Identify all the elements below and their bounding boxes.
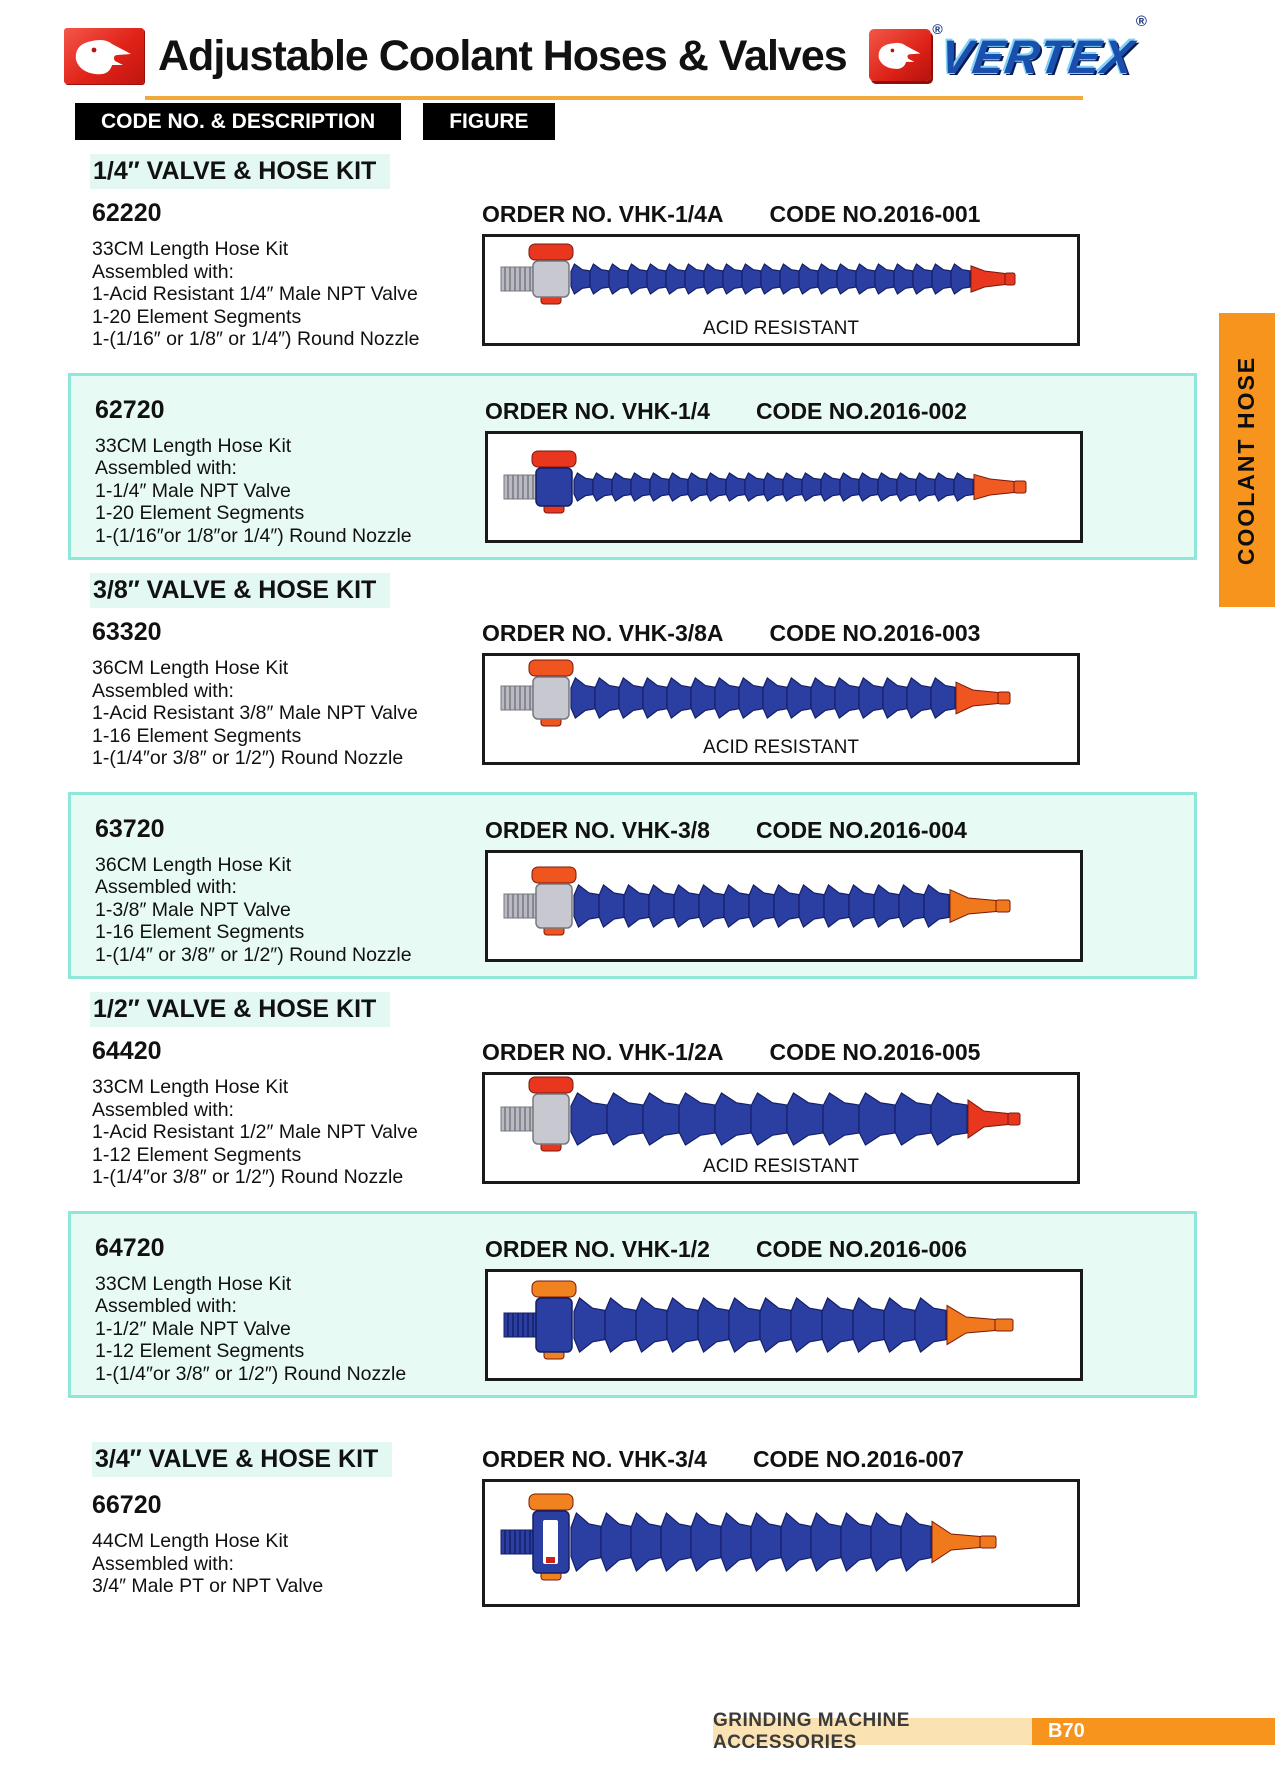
product-row bbox=[68, 191, 1197, 359]
footer-page-badge bbox=[1032, 1718, 1275, 1745]
product-code: 62720 bbox=[95, 395, 165, 424]
figure-code-label: CODE NO.2016-004 bbox=[755, 816, 967, 843]
product-description bbox=[68, 195, 434, 351]
product-code: 63720 bbox=[95, 814, 165, 843]
figure-heading bbox=[485, 1236, 1194, 1263]
footer-category-band bbox=[713, 1709, 1032, 1753]
vertex-logo bbox=[869, 12, 1147, 84]
section-heading: 3/8″ VALVE & HOSE KIT bbox=[90, 573, 390, 608]
description-line: Assembled with: bbox=[92, 260, 234, 283]
description-line: Assembled with: bbox=[95, 457, 237, 479]
product-row bbox=[68, 610, 1197, 778]
product-description bbox=[68, 614, 434, 770]
figure-heading bbox=[482, 201, 1197, 228]
figure-order-label: ORDER NO. VHK-3/4 bbox=[482, 1446, 707, 1472]
description-line: Assembled with: bbox=[95, 1295, 237, 1317]
product-figure bbox=[434, 614, 1197, 770]
figure-heading bbox=[485, 817, 1194, 844]
eagle-icon bbox=[875, 37, 925, 73]
figure-box bbox=[482, 1072, 1080, 1184]
description-line: Assembled with: bbox=[92, 679, 234, 702]
description-line: 1-Acid Resistant 3/8″ Male NPT Valve bbox=[92, 702, 418, 724]
product-figure bbox=[437, 811, 1194, 967]
column-headers bbox=[75, 103, 555, 140]
description-line: 1-(1/4″or 3/8″ or 1/2″) Round Nozzle bbox=[95, 1362, 407, 1385]
product-row bbox=[68, 373, 1197, 561]
product-row bbox=[68, 792, 1197, 980]
figure-order-label: ORDER NO. VHK-1/4A bbox=[482, 201, 724, 227]
registered-mark: ® bbox=[932, 20, 943, 37]
eagle-icon bbox=[71, 34, 137, 78]
product-figure bbox=[434, 1414, 1197, 1607]
description-line: 33CM Length Hose Kit bbox=[92, 1076, 289, 1098]
page-title: Adjustable Coolant Hoses & Valves bbox=[158, 31, 847, 80]
figure-box bbox=[485, 850, 1083, 962]
figure-order-label: ORDER NO. VHK-3/8 bbox=[485, 816, 710, 843]
description-line: 44CM Length Hose Kit bbox=[92, 1530, 289, 1552]
product-row bbox=[68, 1410, 1197, 1615]
description-line: 1-(1/16″or 1/8″or 1/4″) Round Nozzle bbox=[95, 524, 412, 547]
product-description bbox=[71, 392, 437, 548]
product-code: 64420 bbox=[92, 1037, 162, 1065]
description-line: Assembled with: bbox=[92, 1552, 234, 1575]
description-line: 1-20 Element Segments bbox=[95, 502, 305, 524]
product-code: 62220 bbox=[92, 199, 162, 227]
figure-order-label: ORDER NO. VHK-1/4 bbox=[485, 397, 710, 424]
figure-heading bbox=[482, 620, 1197, 647]
description-line: 36CM Length Hose Kit bbox=[92, 657, 289, 679]
description-line: 1-(1/4″ or 3/8″ or 1/2″) Round Nozzle bbox=[95, 943, 412, 966]
figure-code-label: CODE NO.2016-003 bbox=[769, 620, 981, 646]
hose-image bbox=[488, 434, 1080, 540]
side-tab-label: COOLANT HOSE bbox=[1233, 355, 1260, 565]
figure-caption: ACID RESISTANT bbox=[703, 737, 859, 758]
figure-code-label: CODE NO.2016-006 bbox=[755, 1235, 967, 1262]
description-line: 1-16 Element Segments bbox=[92, 724, 302, 747]
description-line: 1-12 Element Segments bbox=[92, 1143, 302, 1166]
figure-code-label: CODE NO.2016-001 bbox=[769, 201, 981, 227]
figure-caption: ACID RESISTANT bbox=[703, 1156, 859, 1177]
description-line: 33CM Length Hose Kit bbox=[95, 1272, 292, 1295]
column-header-figure: FIGURE bbox=[423, 103, 554, 140]
hose-image bbox=[488, 1272, 1080, 1378]
description-line: 3/4″ Male PT or NPT Valve bbox=[92, 1575, 324, 1597]
product-code: 63320 bbox=[92, 618, 162, 646]
description-line: 1-(1/4″or 3/8″ or 1/2″) Round Nozzle bbox=[92, 1166, 404, 1188]
description-line: 1-3/8″ Male NPT Valve bbox=[95, 898, 291, 921]
figure-box bbox=[482, 234, 1080, 346]
section-heading: 1/2″ VALVE & HOSE KIT bbox=[90, 992, 390, 1027]
figure-box bbox=[485, 431, 1083, 543]
product-figure bbox=[434, 1033, 1197, 1189]
title-underline bbox=[145, 96, 1083, 100]
figure-order-label: ORDER NO. VHK-1/2A bbox=[482, 1039, 724, 1065]
description-line: 1-1/2″ Male NPT Valve bbox=[95, 1317, 291, 1340]
page-footer bbox=[713, 1709, 1275, 1753]
figure-heading bbox=[482, 1039, 1197, 1066]
description-line: 1-1/4″ Male NPT Valve bbox=[95, 479, 291, 502]
product-figure bbox=[434, 195, 1197, 351]
description-line: 1-Acid Resistant 1/4″ Male NPT Valve bbox=[92, 283, 418, 305]
figure-code-label: CODE NO.2016-007 bbox=[752, 1446, 964, 1472]
vertex-eagle-cube bbox=[869, 20, 943, 81]
product-description bbox=[71, 1230, 437, 1386]
description-line: 33CM Length Hose Kit bbox=[95, 434, 292, 457]
description-line: 33CM Length Hose Kit bbox=[92, 238, 289, 260]
brand-wordmark: VERTEX bbox=[936, 29, 1138, 83]
section-heading: 3/4″ VALVE & HOSE KIT bbox=[92, 1442, 392, 1477]
description-line: 1-12 Element Segments bbox=[95, 1340, 305, 1362]
product-description bbox=[68, 1033, 434, 1189]
description-line: Assembled with: bbox=[92, 1098, 234, 1121]
product-code: 66720 bbox=[92, 1491, 162, 1519]
product-figure bbox=[437, 392, 1194, 548]
hose-image bbox=[488, 853, 1080, 959]
figure-order-label: ORDER NO. VHK-1/2 bbox=[485, 1235, 710, 1262]
figure-order-label: ORDER NO. VHK-3/8A bbox=[482, 620, 724, 646]
product-row bbox=[68, 1029, 1197, 1197]
eagle-logo-box bbox=[64, 28, 144, 84]
hose-image bbox=[485, 1482, 1077, 1604]
product-description bbox=[71, 811, 437, 967]
column-header-description: CODE NO. & DESCRIPTION bbox=[75, 103, 401, 140]
side-tab-coolant-hose bbox=[1219, 313, 1275, 607]
footer-category-label: GRINDING MACHINE ACCESSORIES bbox=[713, 1709, 910, 1753]
figure-box bbox=[485, 1269, 1083, 1381]
footer-page-number: B70 bbox=[1048, 1720, 1085, 1742]
figure-heading bbox=[482, 1446, 1197, 1473]
description-line: 1-(1/4″or 3/8″ or 1/2″) Round Nozzle bbox=[92, 747, 404, 769]
figure-code-label: CODE NO.2016-005 bbox=[769, 1039, 981, 1065]
description-line: 1-Acid Resistant 1/2″ Male NPT Valve bbox=[92, 1121, 418, 1143]
product-figure bbox=[437, 1230, 1194, 1386]
description-line: Assembled with: bbox=[95, 876, 237, 898]
catalog-content bbox=[0, 141, 1215, 1615]
figure-code-label: CODE NO.2016-002 bbox=[755, 397, 967, 424]
section-heading: 1/4″ VALVE & HOSE KIT bbox=[90, 154, 390, 189]
description-line: 1-(1/16″ or 1/8″ or 1/4″) Round Nozzle bbox=[92, 328, 420, 350]
registered-mark: ® bbox=[1135, 12, 1147, 30]
figure-caption: ACID RESISTANT bbox=[703, 318, 859, 339]
description-line: 1-20 Element Segments bbox=[92, 305, 302, 328]
description-line: 1-16 Element Segments bbox=[95, 921, 305, 943]
figure-box bbox=[482, 653, 1080, 765]
product-code: 64720 bbox=[95, 1233, 165, 1262]
product-description bbox=[68, 1414, 434, 1607]
figure-heading bbox=[485, 398, 1194, 425]
figure-box bbox=[482, 1479, 1080, 1607]
product-row bbox=[68, 1211, 1197, 1399]
page-header bbox=[64, 12, 1147, 84]
description-line: 36CM Length Hose Kit bbox=[95, 853, 292, 876]
